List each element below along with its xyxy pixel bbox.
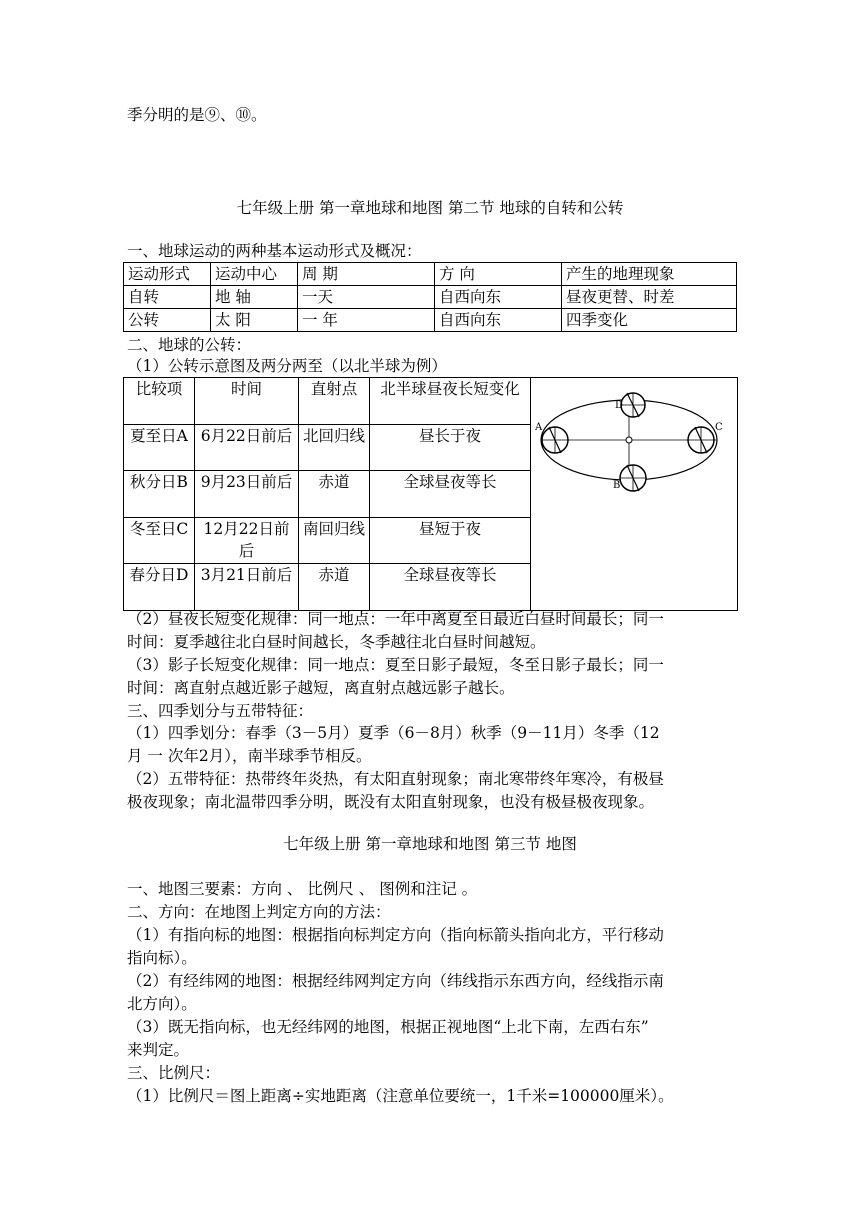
label-b: B	[613, 480, 621, 491]
table-row	[124, 309, 737, 332]
s3-heading-2: 二、方向：在地图上判定方向的方法：	[127, 903, 391, 921]
top-line: 季分明的是⑨、⑩。	[127, 106, 267, 124]
table-cell: 自西向东	[435, 309, 562, 332]
s2-heading-3: 三、四季划分与五带特征：	[127, 702, 314, 720]
s2-para-3b: 时间：离直射点越近影子越短，离直射点越远影子越长。	[127, 679, 515, 697]
table-cell: 公转	[124, 309, 211, 332]
table-header-cell: 运动形式	[124, 263, 211, 286]
table-header-cell: 比较项	[124, 378, 195, 425]
table-header-cell: 运动中心	[211, 263, 298, 286]
revolution-table	[123, 377, 738, 611]
table-header-cell: 直射点	[299, 378, 370, 425]
s3-para-2b: 北方向）。	[127, 995, 197, 1013]
s2-heading-2-1: （1）公转示意图及两分两至（以北半球为例）	[127, 357, 447, 375]
table-cell: 地 轴	[211, 286, 298, 309]
s2-para-5a: （2）五带特征：热带终年炎热，有太阳直射现象；南北寒带终年寒冷，有极昼	[127, 770, 664, 788]
table-header-row	[124, 263, 737, 286]
table-cell: 秋分日B	[124, 471, 195, 518]
s2-heading-1: 一、地球运动的两种基本运动形式及概况：	[127, 242, 422, 260]
table-cell: 自转	[124, 286, 211, 309]
table-cell: 四季变化	[562, 309, 737, 332]
table-cell: 夏至日A	[124, 424, 195, 471]
revolution-diagram-cell	[531, 378, 738, 611]
earth-icon	[620, 465, 646, 491]
s2-para-2a: （2）昼夜长短变化规律：同一地点：一年中离夏至日最近白昼时间最长；同一	[127, 610, 664, 628]
s3-para-1a: （1）有指向标的地图：根据指向标判定方向（指向标箭头指向北方，平行移动	[127, 926, 664, 944]
s3-para-1b: 指向标）。	[127, 949, 197, 967]
table-cell: 春分日D	[124, 564, 195, 611]
table-header-cell: 北半球昼夜长短变化	[370, 378, 531, 425]
s2-para-4a: （1）四季划分：春季（3－5月）夏季（6－8月）秋季（9－11月）冬季（12	[127, 724, 660, 742]
sun-icon	[626, 437, 632, 443]
table-cell: 冬至日C	[124, 517, 195, 564]
earth-icon	[621, 393, 645, 417]
table-cell: 3月21日前后	[195, 564, 299, 611]
s3-para-3a: （3）既无指向标，也无经纬网的地图，根据正视地图“上北下南，左西右东”	[127, 1018, 649, 1036]
table-cell: 赤道	[299, 564, 370, 611]
table-cell: 全球昼夜等长	[370, 564, 531, 611]
table-row	[124, 286, 737, 309]
table-cell: 太 阳	[211, 309, 298, 332]
table-cell: 南回归线	[299, 517, 370, 564]
table-cell: 6月22日前后	[195, 424, 299, 471]
table-cell: 昼夜更替、时差	[562, 286, 737, 309]
s2-para-5b: 极夜现象；南北温带四季分明，既没有太阳直射现象，也没有极昼极夜现象。	[127, 793, 655, 811]
s2-para-3a: （3）影子长短变化规律：同一地点：夏至日影子最短，冬至日影子最长；同一	[127, 656, 664, 674]
label-c: C	[715, 422, 723, 433]
table-cell: 自西向东	[435, 286, 562, 309]
earth-orbit-diagram	[531, 378, 727, 604]
table-cell: 北回归线	[299, 424, 370, 471]
label-d: D	[615, 400, 624, 411]
motion-table	[123, 262, 737, 332]
table-header-cell: 方 向	[435, 263, 562, 286]
label-a: A	[535, 422, 543, 433]
table-cell: 全球昼夜等长	[370, 471, 531, 518]
table-cell: 12月22日前后	[195, 517, 299, 564]
earth-icon	[542, 427, 568, 453]
table-cell: 昼短于夜	[370, 517, 531, 564]
s3-para-3b: 来判定。	[127, 1041, 190, 1059]
s2-heading-2: 二、地球的公转：	[127, 336, 252, 354]
table-cell: 赤道	[299, 471, 370, 518]
earth-icon	[688, 427, 714, 453]
section3-title: 七年级上册 第一章地球和地图 第三节 地图	[283, 835, 577, 853]
table-cell: 昼长于夜	[370, 424, 531, 471]
table-header-cell: 周 期	[298, 263, 435, 286]
s3-heading-1: 一、地图三要素：方向 、 比例尺 、 图例和注记 。	[127, 880, 478, 898]
table-cell: 一 年	[298, 309, 435, 332]
table-header-cell: 时间	[195, 378, 299, 425]
table-cell: 一天	[298, 286, 435, 309]
s3-para-4: （1）比例尺＝图上距离÷实地距离（注意单位要统一，1千米=100000厘米）。	[127, 1087, 674, 1105]
table-header-row	[124, 378, 738, 425]
s3-para-2a: （2）有经纬网的地图：根据经纬网判定方向（纬线指示东西方向，经线指示南	[127, 972, 664, 990]
section2-title: 七年级上册 第一章地球和地图 第二节 地球的自转和公转	[236, 199, 624, 217]
s2-para-4b: 月 一 次年2月），南半球季节相反。	[127, 747, 372, 765]
table-header-cell: 产生的地理现象	[562, 263, 737, 286]
s3-heading-3: 三、比例尺：	[127, 1064, 221, 1082]
table-cell: 9月23日前后	[195, 471, 299, 518]
s2-para-2b: 时间：夏季越往北白昼时间越长，冬季越往北白昼时间越短。	[127, 633, 546, 651]
